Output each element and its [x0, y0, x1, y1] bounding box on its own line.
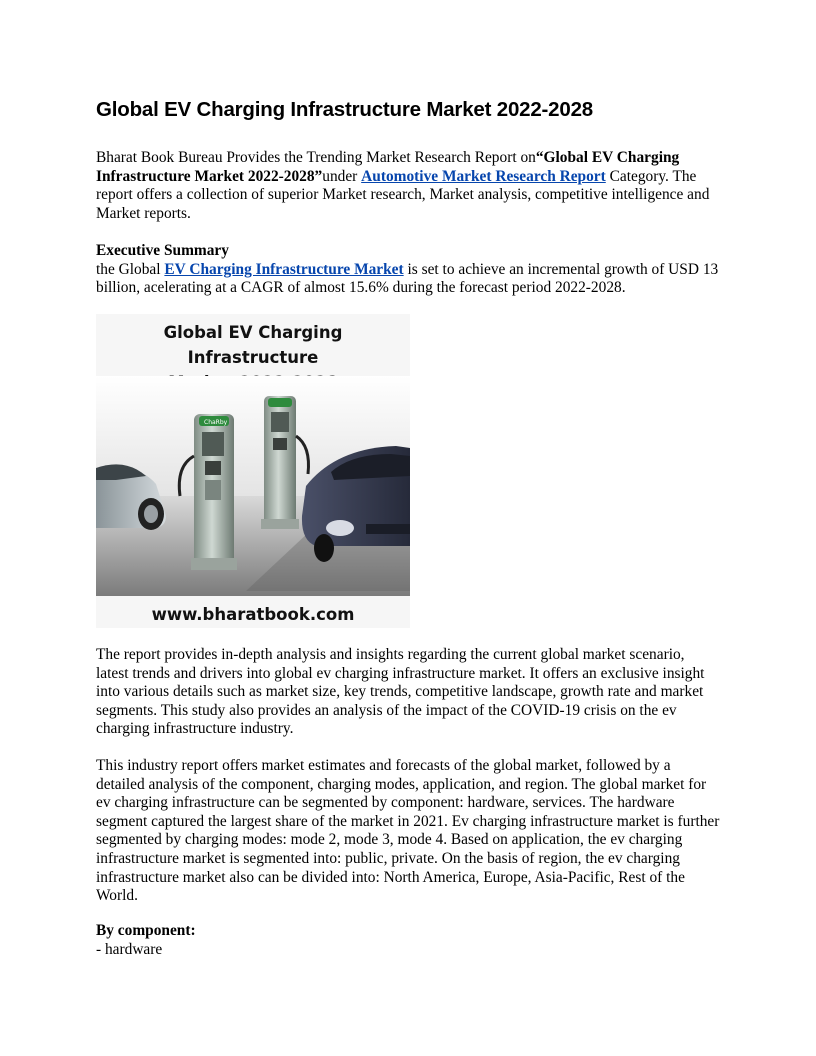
- report-cover-image: [96, 314, 410, 628]
- executive-summary-heading: Executive Summary: [96, 242, 229, 259]
- body-paragraph-1: The report provides in-depth analysis and insights regarding the current global market scenario, latest trends and drivers into global ev charging infrastructure market. It offers an exclusive insight into various details such as market size, key trends, competitive landscape, growth rate and market segments. This study also provides an analysis of the impact of the COVID-19 crisis on the ev charging infrastructure industry.: [96, 646, 705, 738]
- page-title: Global EV Charging Infrastructure Market 2022-2028: [96, 98, 593, 121]
- intro-text-under: under: [322, 167, 362, 185]
- intro-report-title: “Global EV Charging Infrastructure Market 2022-2028”: [96, 149, 680, 185]
- automotive-report-link[interactable]: Automotive Market Research Report: [361, 167, 606, 185]
- body-paragraph-2: This industry report offers market estimates and forecasts of the global market, followed by a detailed analysis of the component, charging modes, application, and region. The global market for ev charging infrastructure can be segmented by component: hardware, services. The hardware segment captured the largest share of the market in 2021. Ev charging infrastructure market is further segmented by charging modes: mode 2, mode 3, mode 4. Based on application, the ev charging infrastructure market is segmented into: public, private. On the basis of region, the ev charging infrastructure market also can be divided into: North America, Europe, Asia-Pacific, Rest of the World.: [96, 757, 720, 905]
- station-brand-label: ChaRby: [204, 419, 228, 426]
- component-item-hardware: - hardware: [96, 940, 163, 958]
- image-title-line1: Global EV Charging Infrastructure: [163, 323, 343, 367]
- executive-text: the Global: [96, 260, 165, 278]
- intro-text: Bharat Book Bureau Provides the Trending Market Research Report on: [96, 149, 536, 166]
- executive-text-rest: is set to achieve an incremental growth of USD 13 billion, acelerating at a CAGR of almost 15.6% during the forecast period 2022-2028.: [96, 260, 719, 297]
- intro-paragraph: [96, 149, 720, 223]
- component-section: [96, 922, 720, 959]
- component-heading: By component:: [96, 922, 196, 939]
- ev-charging-photo: [96, 376, 410, 596]
- executive-summary: [96, 242, 720, 298]
- ev-charging-market-link[interactable]: EV Charging Infrastructure Market: [164, 260, 404, 278]
- intro-text-rest: Category. The report offers a collection of superior Market research, Market analysis, competitive intelligence and Market reports.: [96, 167, 710, 222]
- document-page: [96, 96, 720, 958]
- image-url: www.bharatbook.com: [151, 605, 355, 624]
